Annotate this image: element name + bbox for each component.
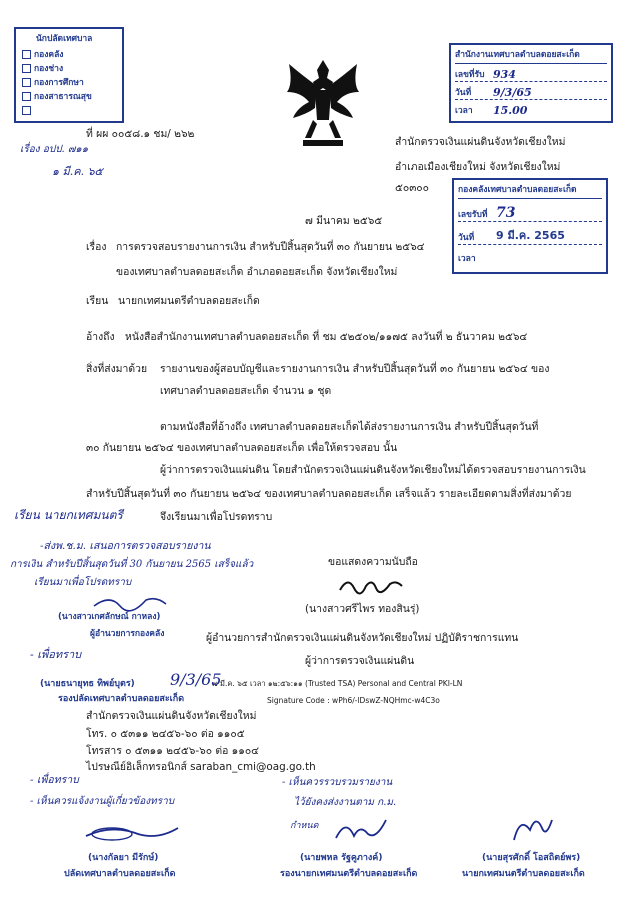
checkbox-icon bbox=[22, 78, 31, 87]
receipt-stamp-finance: กองคลังเทศบาลตำบลดอยสะเก็ด เลขรับที่ 73 วันที่ 9 มี.ค. 2565 เวลา bbox=[452, 178, 608, 274]
office-email: ไปรษณีย์อิเล็กทรอนิกส์ saraban_cmi@oag.go.th bbox=[86, 761, 316, 773]
finance-signature-icon bbox=[90, 592, 170, 612]
routing-stamp-left bbox=[14, 27, 124, 123]
paragraph2-line2: สำหรับปีสิ้นสุดวันที่ ๓๐ กันยายน ๒๕๖๔ ของเทศบาลตำบลดอยสะเก็ด เสร็จแล้ว รายละเอียดตามสิ่งที่ส่งมาด้วย bbox=[86, 488, 572, 500]
finance-director-title: ผู้อำนวยการกองคลัง bbox=[90, 629, 165, 639]
vice-mayor-signature-icon bbox=[330, 814, 390, 844]
enclosure-line1: รายงานของผู้สอบบัญชีและรายงานการเงิน สำหรับปีสิ้นสุดวันที่ ๓๐ กันยายน ๒๕๖๔ ของ bbox=[160, 363, 550, 375]
clerk-title: ปลัดเทศบาลตำบลดอยสะเก็ด bbox=[64, 869, 176, 879]
handwritten-date: ๑ มี.ค. ๖๕ bbox=[52, 165, 103, 178]
enclosure-label: สิ่งที่ส่งมาด้วย bbox=[86, 363, 148, 375]
handwritten-to-note: เรียน นายกเทศมนตรี bbox=[14, 508, 123, 522]
signature-code: Signature Code : wPh6/-lDswZ-NQHmc-w4C3o bbox=[267, 696, 440, 705]
paragraph2-line1: ผู้ว่าการตรวจเงินแผ่นดิน โดยสำนักตรวจเงินแผ่นดินจังหวัดเชียงใหม่ได้ตรวจสอบรายงานการเงิน bbox=[160, 464, 586, 476]
handwritten-note-6: - เห็นควรแจ้งงานผู้เกี่ยวข้องทราบ bbox=[30, 796, 175, 807]
routing-item: กองคลัง bbox=[22, 48, 122, 62]
handwritten-note-2: การเงิน สำหรับปีสิ้นสุดวันที่ 30 กันยายน 2565 เสร็จแล้ว bbox=[10, 559, 254, 570]
reference-label: อ้างถึง bbox=[86, 331, 115, 343]
routing-stamp-title: นักปลัดเทศบาล bbox=[36, 34, 93, 44]
garuda-emblem-icon bbox=[283, 56, 363, 152]
mayor-signature-icon bbox=[506, 810, 556, 846]
handwritten-right-note-1: - เห็นควรรวบรวมรายงาน bbox=[282, 777, 393, 788]
subject-line1: การตรวจสอบรายงานการเงิน สำหรับปีสิ้นสุดวันที่ ๓๐ กันยายน ๒๕๖๔ bbox=[116, 241, 425, 253]
document-number: ที่ ผผ ๐๐๕๘.๑ ชม/ ๒๖๒ bbox=[86, 128, 195, 140]
routing-item: กองสาธารณสุข bbox=[22, 90, 122, 104]
sender-address-line2: อำเภอเมืองเชียงใหม่ จังหวัดเชียงใหม่ bbox=[395, 161, 561, 173]
enclosure-line2: เทศบาลตำบลดอยสะเก็ด จำนวน ๑ ชุด bbox=[160, 385, 332, 397]
office-name: สำนักตรวจเงินแผ่นดินจังหวัดเชียงใหม่ bbox=[86, 710, 257, 722]
subject-label: เรื่อง bbox=[86, 241, 107, 253]
receipt-date: 9/3/65 bbox=[493, 86, 532, 99]
routing-item bbox=[22, 104, 122, 118]
receipt-number: 934 bbox=[493, 68, 516, 81]
receipt-stamp-office: สำนักงานเทศบาลตำบลดอยสะเก็ด เลขที่รับ 934 วันที่ 9/3/65 เวลา 15.00 bbox=[449, 43, 613, 123]
vice-mayor-name: (นายพหล รัฐคูภางค์) bbox=[300, 853, 383, 863]
to-recipient: นายกเทศมนตรีตำบลดอยสะเก็ด bbox=[118, 295, 260, 307]
to-label: เรียน bbox=[86, 295, 109, 307]
finance-stamp-title: กองคลังเทศบาลตำบลดอยสะเก็ด bbox=[458, 182, 602, 199]
receipt-stamp-title: สำนักงานเทศบาลตำบลดอยสะเก็ด bbox=[455, 47, 607, 64]
handwritten-note-1: -ส่งพ.ช.ม. เสนอการตรวจสอบรายงาน bbox=[40, 540, 211, 552]
office-fax: โทรสาร ๐ ๕๓๑๑ ๒๔๕๖-๖๐ ต่อ ๑๑๐๔ bbox=[86, 745, 260, 757]
reference-text: หนังสือสำนักงานเทศบาลตำบลดอยสะเก็ด ที่ ชม ๕๒๕๐๒/๑๑๗๕ ลงวันที่ ๒ ธันวาคม ๒๕๖๔ bbox=[125, 331, 528, 343]
office-phone: โทร. ๐ ๕๓๑๑ ๒๔๕๖-๖๐ ต่อ ๑๑๐๕ bbox=[86, 728, 245, 740]
sender-address-postcode: ๕๐๓๐๐ bbox=[395, 182, 429, 194]
deputy-clerk-title: รองปลัดเทศบาลตำบลดอยสะเก็ด bbox=[58, 694, 185, 704]
checkbox-icon bbox=[22, 106, 31, 115]
subject-line2: ของเทศบาลตำบลดอยสะเก็ด อำเภอดอยสะเก็ด จังหวัดเชียงใหม่ bbox=[116, 266, 398, 278]
director-signature-icon bbox=[336, 574, 406, 596]
receipt-time: 15.00 bbox=[493, 104, 528, 117]
finance-receipt-number: 73 bbox=[496, 205, 516, 221]
checkbox-icon bbox=[22, 64, 31, 73]
tsa-timestamp: ๗ มี.ค. ๖๕ เวลา ๑๒:๕๖:๑๑ (Trusted TSA) Personal and Central PKI-LN bbox=[212, 679, 463, 688]
vice-mayor-title: รองนายกเทศมนตรีตำบลดอยสะเก็ด bbox=[280, 869, 418, 879]
mayor-name: (นายสุรศักดิ์ โอสถิตย์พร) bbox=[482, 853, 581, 863]
sender-address-line1: สำนักตรวจเงินแผ่นดินจังหวัดเชียงใหม่ bbox=[395, 136, 566, 148]
letter-date: ๗ มีนาคม ๒๕๖๕ bbox=[305, 215, 383, 227]
signer-title-line2: ผู้ว่าการตรวจเงินแผ่นดิน bbox=[305, 655, 415, 667]
checkbox-icon bbox=[22, 92, 31, 101]
signer-title-line1: ผู้อำนวยการสำนักตรวจเงินแผ่นดินจังหวัดเชียงใหม่ ปฏิบัติราชการแทน bbox=[206, 632, 519, 644]
handwritten-note-3: เรียนมาเพื่อโปรดทราบ bbox=[34, 577, 132, 588]
paragraph1-line1: ตามหนังสือที่อ้างถึง เทศบาลตำบลดอยสะเก็ดได้ส่งรายงานการเงิน สำหรับปีสิ้นสุดวันที่ bbox=[160, 421, 539, 433]
mayor-title: นายกเทศมนตรีตำบลดอยสะเก็ด bbox=[462, 869, 585, 879]
clerk-name: (นางกัลยา มีรักษ์) bbox=[88, 853, 159, 863]
handwritten-right-note-3: กำหนด bbox=[290, 821, 319, 831]
closing-text: ขอแสดงความนับถือ bbox=[328, 556, 418, 568]
finance-director-name: (นางสาวเกศลักษณ์ กาหลง) bbox=[58, 612, 161, 622]
deputy-clerk-name: (นายธนายุทธ ทิพย์บุตร) bbox=[40, 679, 135, 689]
finance-receipt-date: 9 มี.ค. 2565 bbox=[496, 229, 565, 242]
clerk-signature-icon bbox=[82, 820, 182, 846]
handwritten-reference: เรื่อง อปป. ๗๑๑ bbox=[20, 144, 89, 155]
handwritten-note-5: - เพื่อทราบ bbox=[30, 774, 79, 786]
signer-name: (นางสาวศรีไพร ทองสินรุ่) bbox=[305, 603, 420, 615]
handwritten-date-note: 9/3/65 bbox=[170, 670, 222, 689]
checkbox-icon bbox=[22, 50, 31, 59]
paragraph3: จึงเรียนมาเพื่อโปรดทราบ bbox=[160, 511, 273, 523]
paragraph1-line2: ๓๐ กันยายน ๒๕๖๔ ของเทศบาลตำบลดอยสะเก็ด เพื่อให้ตรวจสอบ นั้น bbox=[86, 442, 398, 454]
routing-item: กองการศึกษา bbox=[22, 76, 122, 90]
handwritten-note-4: - เพื่อทราบ bbox=[30, 648, 82, 661]
routing-item: กองช่าง bbox=[22, 62, 122, 76]
handwritten-right-note-2: ไว้ยังคงส่งงานตาม ก.ม. bbox=[294, 797, 397, 808]
